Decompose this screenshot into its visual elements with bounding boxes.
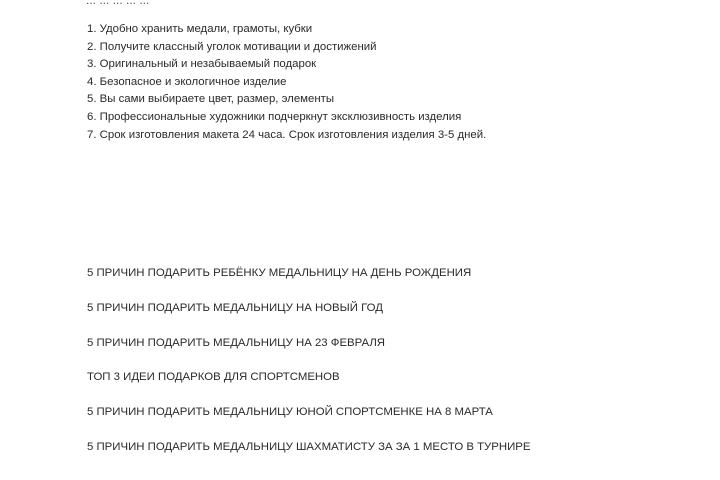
article-link[interactable]: 5 ПРИЧИН ПОДАРИТЬ МЕДАЛЬНИЦУ НА 23 ФЕВРАЛЯ	[87, 336, 386, 349]
related-articles-list	[87, 266, 531, 475]
benefits-list	[87, 21, 486, 144]
article-link[interactable]: 5 ПРИЧИН ПОДАРИТЬ МЕДАЛЬНИЦУ ЮНОЙ СПОРТСМЕНКЕ НА 8 МАРТА	[87, 406, 493, 419]
benefit-item: 6. Профессиональные художники подчеркнут эксклюзивность изделия	[87, 110, 462, 123]
benefit-item: 3. Оригинальный и незабываемый подарок	[87, 58, 317, 71]
benefit-item: 4. Безопасное и экологичное изделие	[87, 75, 287, 88]
cut-off-text: ... ... ... ... ...	[86, 0, 150, 7]
benefit-item: 5. Вы сами выбираете цвет, размер, элементы	[87, 93, 335, 106]
article-link[interactable]: 5 ПРИЧИН ПОДАРИТЬ МЕДАЛЬНИЦУ НА НОВЫЙ ГОД	[87, 301, 383, 314]
benefit-item: 2. Получите классный уголок мотивации и достижений	[87, 40, 377, 53]
benefit-item: 1. Удобно хранить медали, грамоты, кубки	[87, 23, 313, 35]
article-link[interactable]: 5 ПРИЧИН ПОДАРИТЬ РЕБЁНКУ МЕДАЛЬНИЦУ НА ДЕНЬ РОЖДЕНИЯ	[87, 267, 472, 279]
article-link[interactable]: 5 ПРИЧИН ПОДАРИТЬ МЕДАЛЬНИЦУ ШАХМАТИСТУ ЗА ЗА 1 МЕСТО В ТУРНИРЕ	[87, 440, 531, 453]
article-link[interactable]: ТОП 3 ИДЕИ ПОДАРКОВ ДЛЯ СПОРТСМЕНОВ	[87, 371, 340, 384]
benefit-item: 7. Срок изготовления макета 24 часа. Срок изготовления изделия 3-5 дней.	[87, 128, 487, 141]
